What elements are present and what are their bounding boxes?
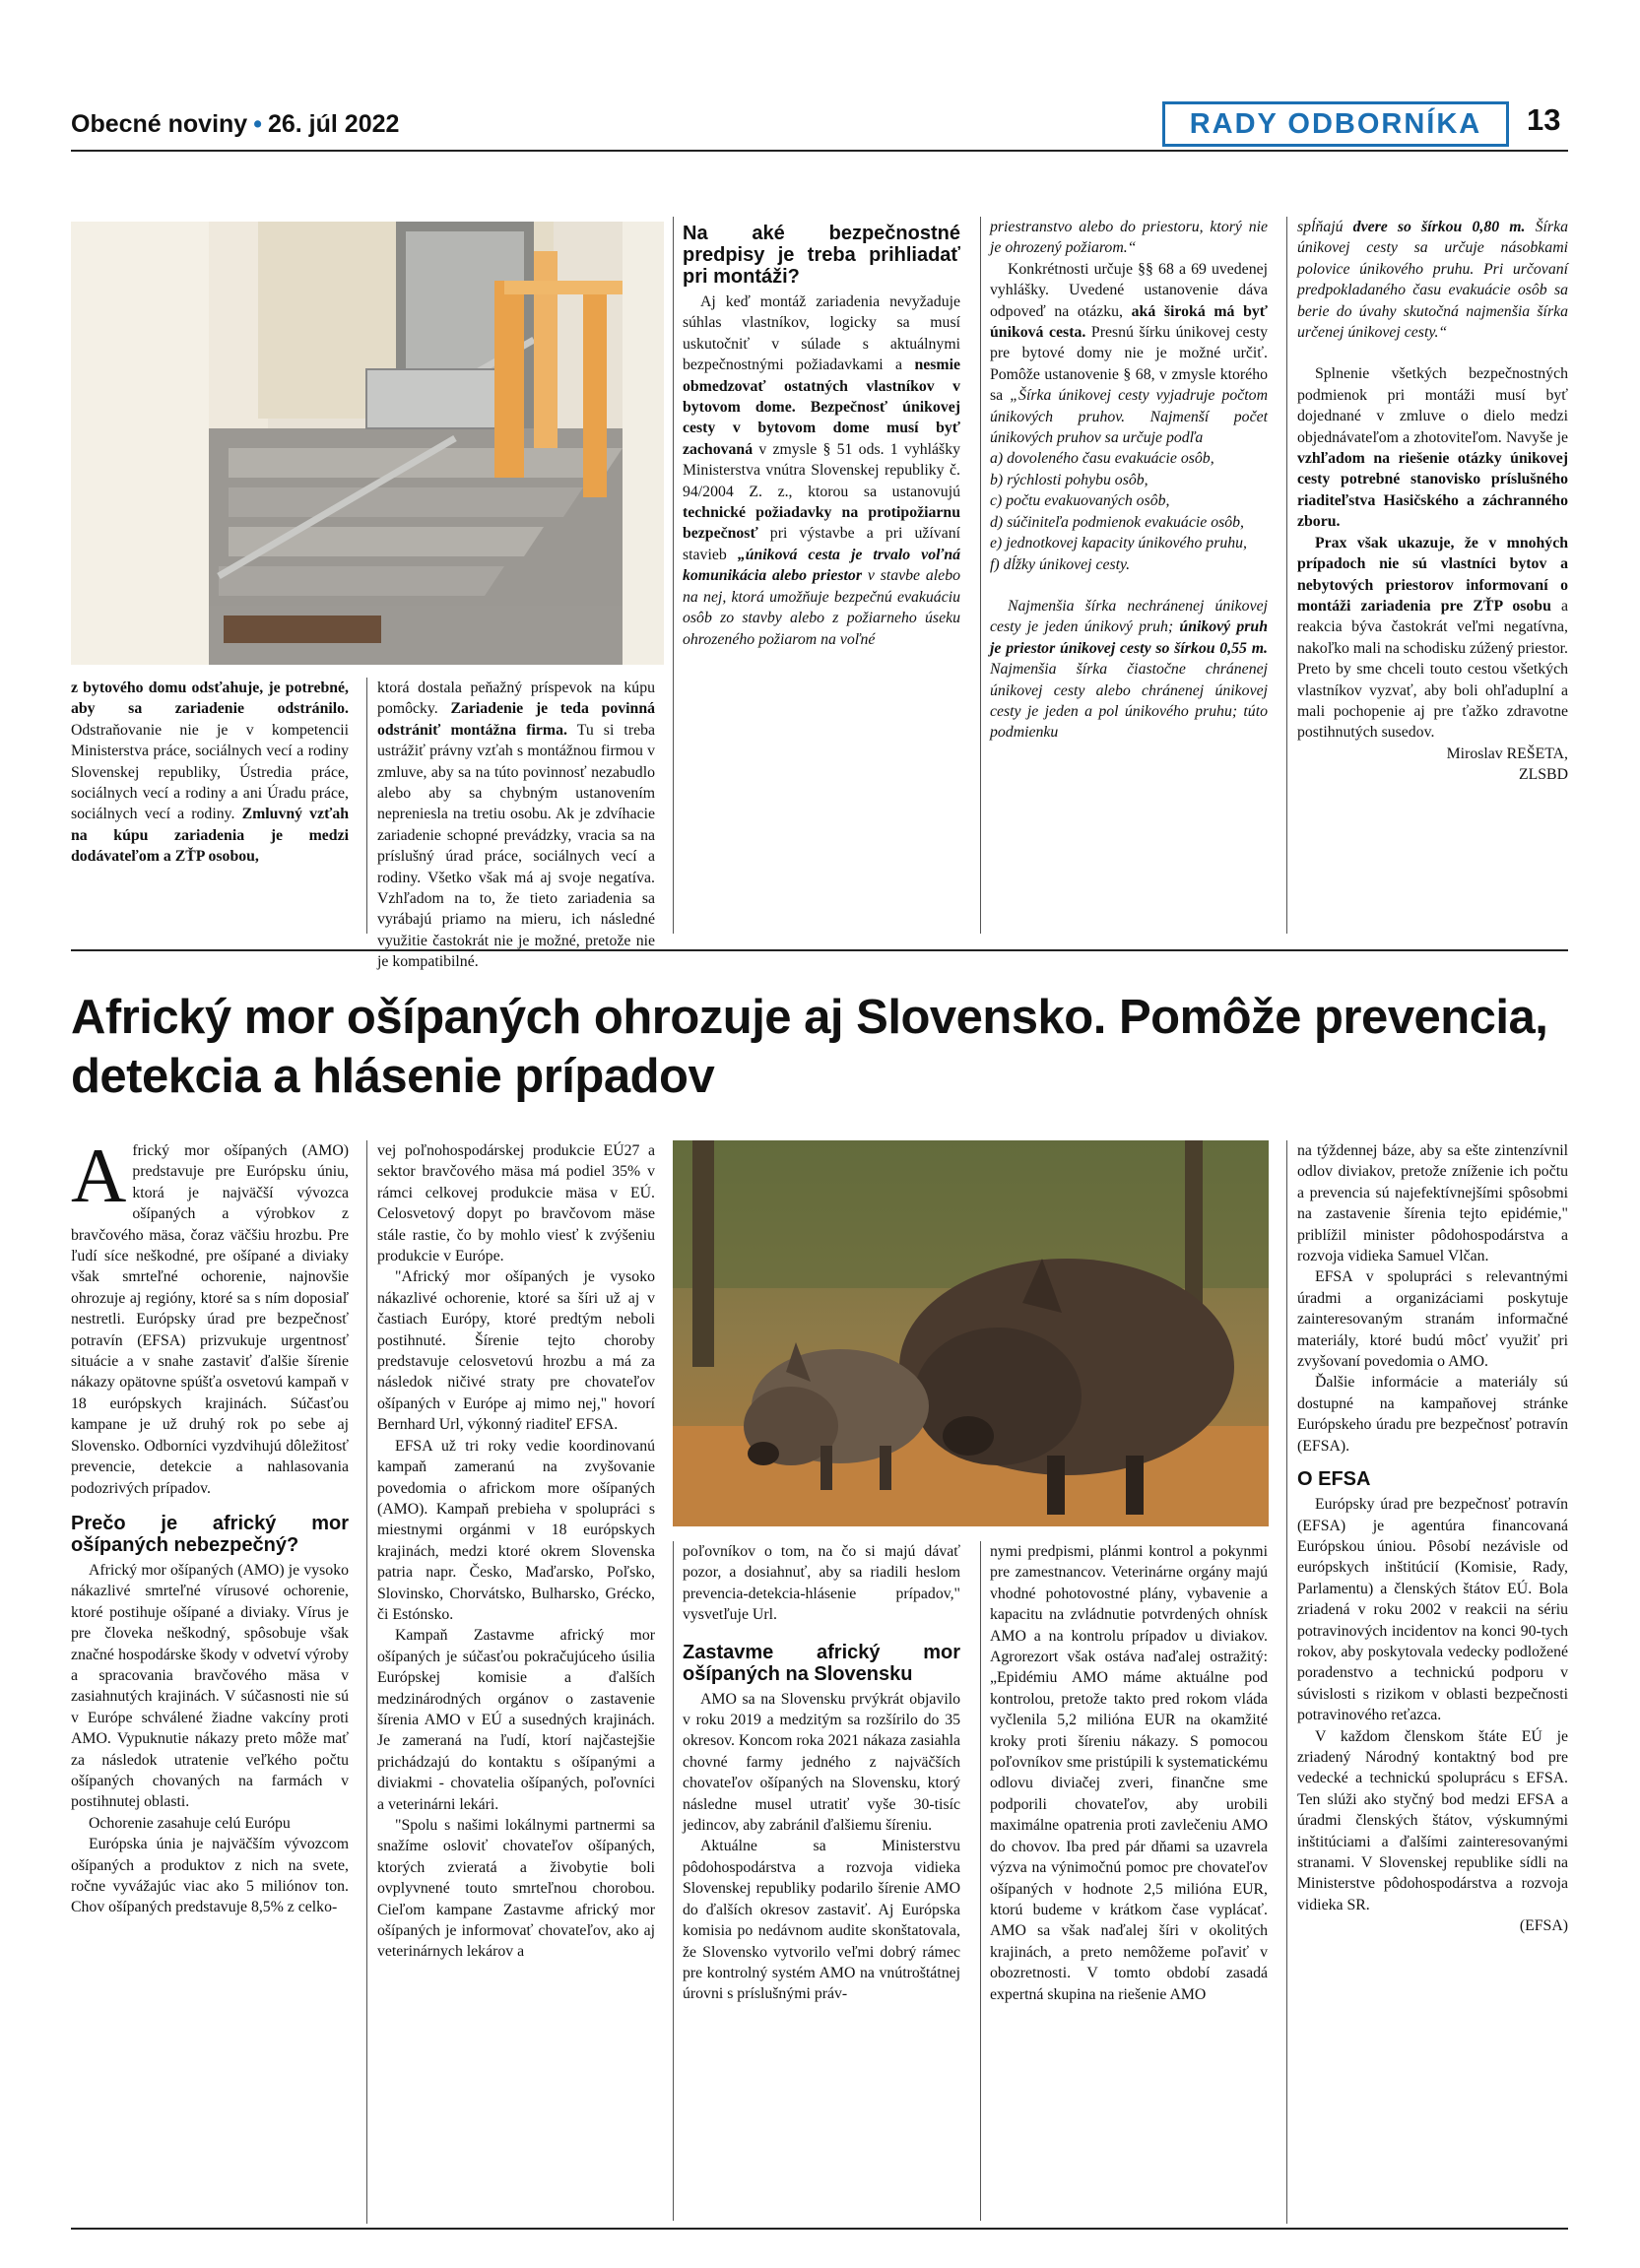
wild-boar-photo [673, 1140, 1269, 1526]
main-article-column-2 [377, 1140, 655, 1963]
subheading: O EFSA [1297, 1468, 1371, 1491]
article-headline: Africký mor ošípaných ohrozuje aj Slovensko. Pomôže prevencia, detekcia a hlásenie prípadov [71, 991, 1548, 1103]
text-bold: z bytového domu odsťahuje, je potrebné, aby sa zariadenie odstránilo. [71, 680, 349, 718]
newspaper-name: Obecné noviny [71, 110, 248, 138]
paragraph: AMO sa na Slovensku prvýkrát objavilo v roku 2019 a medzitým sa rozšírilo do 35 okresov. Koncom roka 2021 nákaza zasiahla chovné farmy jedného z najväčších chovateľov ošípaných na Slovensku, ktorý následne musel utratiť vyše 30-tisíc jedincov, aby zabránil ďalšiemu šíreniu. [683, 1690, 960, 1835]
column-rule [673, 1541, 674, 2221]
paragraph: "Africký mor ošípaných je vysoko nákazlivé ochorenie, ktoré sa šíri už aj v častiach Európy, ktoré predtým neboli postihnuté. Šírenie tejto choroby predstavuje celosvetovú hrozbu a má za následok ničivé straty pre chovateľov ošípaných v Európe aj mimo nej," hovorí Bernhard Url, výkonný riaditeľ EFSA. [377, 1268, 655, 1434]
column-rule [1286, 1140, 1287, 2224]
main-article-column-1 [71, 1133, 349, 1918]
paragraph: EFSA v spolupráci s relevantnými úradmi a organizáciami poskytuje zainteresovaným stranám informačné materiály, ktoré budú môcť využiť pri zvyšovaní povedomia o AMO. [1297, 1268, 1568, 1371]
list-item: d) súčiniteľa podmienok evakuácie osôb, [990, 513, 1244, 531]
section-label: RADY ODBORNÍKA [1162, 101, 1509, 147]
text-italic: priestranstvo alebo do priestoru, ktorý nie je ohrozený požiarom.“ [990, 219, 1268, 257]
column-rule [366, 678, 367, 934]
main-article-column-4 [990, 1541, 1268, 2005]
paragraph: poľovníkov o tom, na čo si majú dávať pozor, a dosiahnuť, aby sa riadili heslom prevencia-detekcia-hlásenie prípadov," vysvetľuje Url. [683, 1543, 960, 1624]
stairlift-illustration [71, 222, 664, 665]
author-organization: ZLSBD [1518, 766, 1568, 784]
paragraph: Aktuálne sa Ministerstvu pôdohospodárstva a rozvoja vidieka Slovenskej republiky podarilo šírenie AMO do ďalších okresov zastaviť. Aj Európska komisia po nedávnom audite skonštatovala, že Slovensko vytvorilo veľmi dobrý rámec pre kontrolný systém AMO na vnútroštátnej úrovni s príslušnými práv- [683, 1838, 960, 2003]
text: v zmysle § 51 ods. 1 vyhlášky Ministerstva vnútra Slovenskej republiky č. 94/2004 Z. z., ktorou sa ustanovujú [683, 440, 960, 500]
drop-cap: A [71, 1133, 127, 1218]
paragraph: "Spolu s našimi lokálnymi partnermi sa snažíme osloviť chovateľov ošípaných, ktorých zvieratá a živobytie boli ovplyvnené touto smrteľnou chorobou. Cieľom kampane Zastavme africký mor ošípaných je informovať chovateľov, ako aj veterinárnych lekárov a [377, 1817, 655, 1961]
text-italic: Najmenšia šírka čiastočne chránenej únikovej cesty alebo chránenej únikovej cesty je jeden a pol únikového pruhu; túto podmienku [990, 661, 1268, 742]
text: a reakcia býva častokrát veľmi negatívna, nakoľko mali na schodisku zúžený priestor. Preto by sme chceli touto cestou všetkých vlastníkov vyzvať, aby boli ohľaduplní a mali pochopenie aj pre ťažko zdravotne postihnutých susedov. [1297, 597, 1568, 742]
text-bold: Prax však ukazuje, že v mnohých prípadoch nie sú vlastníci bytov a nebytových priestorov informovaní o montáži zariadenia pre ZŤP osobu [1297, 534, 1568, 615]
text: Presnú šírku únikovej cesty pre bytové domy nie je možné určiť. Pomôže ustanovenie § 68, v zmysle ktorého sa [990, 324, 1269, 405]
text: frický mor ošípaných (AMO) predstavuje pre Európsku úniu, ktorá je najväčší vývozca ošípaných a výrobkov z bravčového mäsa, čoraz väčšiu hrozbu. Pre ľudí síce neškodné, pre ošípané a diviaky však smrteľné ochorenie, najnovšie ohrozuje aj regióny, ktoré sa s ním doposiaľ nestretli. Európsky úrad pre bezpečnosť potravín (EFSA) prizvukuje urgentnosť situácie a v snahe zastaviť ďalšie šírenie nákazy opätovne spúšťa osvetovú kampaň v 18 európskych krajinách. Súčasťou kampane je už druhý rok po sebe aj Slovensko. Odborníci vyzdvihujú dôležitosť prevencie, detekcie a nahlasovania podozrivých prípadov. [71, 1142, 349, 1497]
text: Odstraňovanie nie je v kompetencii Ministerstva práce, sociálnych vecí a rodiny Slovenskej republiky, Ústredia práce, sociálnych vecí a rodiny a ani Úradu práce, sociálnych vecí a rodiny. [71, 721, 349, 823]
column-rule [980, 217, 981, 934]
header-rule [71, 150, 1568, 152]
text: Tu si treba ustrážiť právny vzťah s montážnou firmou v zmluve, aby sa na túto povinnosť nezabudlo alebo aby sa chybným ustanovením nepreniesla na tretiu osobu. Ak je zdvíhacie zariadenie schopné prevádzky, vracia sa na príslušný úrad práce, sociálnych vecí a rodiny. Všetko však má aj svoje negatíva. Vzhľadom na to, že tieto zariadenia sa vyrábajú priamo na mieru, ich následné využitie častokrát nie je možné, pretože nie je kompatibilné. [377, 721, 655, 971]
masthead [71, 110, 399, 139]
paragraph: vej poľnohospodárskej produkcie EÚ27 a sektor bravčového mäsa má podiel 35% v rámci celkovej produkcie mäsa v EÚ. Celosvetový dopyt po bravčovom mäse stále rastie, čo by mohlo viesť k zvýšeniu produkcie v Európe. [377, 1142, 655, 1265]
column-rule [673, 217, 674, 934]
column-rule [980, 1541, 981, 2221]
top-article-column-1 [71, 678, 349, 868]
main-article-column-3 [683, 1541, 960, 2005]
text-bold-italic: únikový pruh je priestor únikovej cesty so šírkou 0,55 m. [990, 618, 1268, 657]
subheading: Zastavme africký mor ošípaných na Slovensku [683, 1641, 960, 1685]
text: ktorá dostala peňažný príspevok na kúpu pomôcky. [377, 680, 655, 718]
top-article-column-3 [683, 217, 960, 650]
paragraph: Ďalšie informácie a materiály sú dostupné na kampaňovej stránke Európskeho úradu pre bezpečnosť potravín (EFSA). [1297, 1374, 1568, 1455]
list-item: b) rýchlosti pohybu osôb, [990, 471, 1148, 488]
text-bold-italic: dvere so šírkou 0,80 m. [1352, 219, 1526, 235]
text: pri výstavbe a pri užívaní stavieb [683, 525, 960, 563]
subheading: Prečo je africký mor ošípaných nebezpečný? [71, 1512, 349, 1556]
column-rule [366, 1140, 367, 2224]
bottom-rule [71, 2228, 1568, 2230]
issue-date: 26. júl 2022 [267, 110, 400, 138]
top-article-column-5 [1297, 217, 1568, 786]
text-italic: v stavbe alebo na nej, ktorá umožňuje bezpečnú evakuáciu osôb zo stavby alebo z požiarneho úseku ohrozeného požiarom na voľné [683, 567, 960, 648]
paragraph: nymi predpismi, plánmi kontrol a pokynmi pre zamestnancov. Veterinárne orgány majú vhodné pohotovostné plány, vybavenie a kapacitu na zvládnutie potvrdených ohnísk AMO a na kontrolu prípadov u diviakov. Agrorezort však ostáva naďalej ostražitý: „Epidémiu AMO máme aktuálne pod kontrolou, pretože takto pred rokom vláda vyčlenila 5,2 milióna EUR na okamžité kroky proti šíreniu nákazy. S pomocou poľovníkov sme pristúpili k systematickému odlovu diviačej zveri, finančne sme podporili chovateľov, aby urobili maximálne opatrenia proti zavlečeniu AMO do chovov. Iba pred pár dňami sa uzavrela výzva na výnimočnú pomoc pre chovateľov ošípaných v hodnote 2,5 milióna EUR, ktorú budeme v krátkom čase vyplácať. AMO sa však naďalej šíri v okolitých krajinách, a preto nemôžeme poľaviť v obozretnosti. V tomto období zasadá expertná skupina na riešenie AMO [990, 1543, 1268, 2003]
main-article-column-5 [1297, 1140, 1568, 1937]
text-bold: Zariadenie je teda povinná odstrániť montážna firma. [377, 700, 656, 739]
separator-dot: • [253, 110, 262, 138]
text-italic: „Šírka únikovej cesty vyjadruje počtom únikových pruhov. Najmenší počet únikových pruhov sa určuje podľa [990, 387, 1268, 447]
paragraph: Európsky úrad pre bezpečnosť potravín (EFSA) je agentúra financovaná Európskou úniou. Pôsobí nezávisle od európskych inštitúcií (Komisie, Rady, Parlamentu) a členských štátov EÚ. Bola zriadená v roku 2002 v reakcii na sériu potravinových incidentov na konci 90-tych rokov, aby poskytovala vedecky podložené poradenstvo a technickú podporu v súvislosti s rizikom v oblasti bezpečnosti potravinového reťazca. [1297, 1496, 1568, 1724]
text-bold: aká široká má byť úniková cesta. [990, 302, 1268, 342]
source-credit: (EFSA) [1519, 1917, 1568, 1935]
wild-boar-illustration [673, 1140, 1269, 1526]
top-article-column-4 [990, 217, 1268, 744]
text: Konkrétnosti určuje §§ 68 a 69 uvedenej vyhlášky. Uvedené ustanovenie dáva odpoveď na otázku, [990, 260, 1268, 320]
paragraph: Ochorenie zasahuje celú Európu [89, 1814, 291, 1832]
column-rule [1286, 217, 1287, 934]
list-item: f) dĺžky únikovej cesty. [990, 555, 1131, 573]
page-number: 13 [1527, 102, 1561, 137]
text-bold: technické požiadavky na protipožiarnu bezpečnosť [683, 504, 960, 543]
paragraph: na týždennej báze, aby sa ešte zintenzívnil odlov diviakov, pretože zníženie ich počtu a prevencia sú najefektívnejšími spôsobmi na zastavenie šírenia tejto epidémie," priblížil minister pôdohospodárstva a rozvoja vidieka Samuel Vlčan. [1297, 1142, 1568, 1265]
text-italic: spĺňajú [1297, 219, 1344, 235]
list-item: c) počtu evakuovaných osôb, [990, 492, 1170, 510]
text-bold: nesmie obmedzovať ostatných vlastníkov v bytovom dome. Bezpečnosť únikovej cesty v bytovom dome musí byť zachovaná [683, 356, 960, 458]
text-bold: vzhľadom na riešenie otázky únikovej cesty potrebné stanovisko príslušného riaditeľstva Hasičského a záchranného zboru. [1297, 450, 1568, 531]
text-italic: Šírka únikovej cesty sa určuje násobkami polovice únikového pruhu. Pri určovaní predpokladaného času evakuácie osôb sa berie do úvahy skutočná najmenšia šírka určenej únikovej cesty.“ [1297, 219, 1568, 342]
text: Splnenie všetkých bezpečnostných podmienok pri montáži musí byť dojednané v zmluve o dielo medzi objednávateľom a zhotoviteľom. Navyše je [1297, 365, 1568, 446]
paragraph: Africký mor ošípaných (AMO) je vysoko nákazlivé smrteľné vírusové ochorenie, ktoré postihuje ošípané a diviaky. Vírus je pre človeka neškodný, spôsobuje však značné hospodárske škody v odvetví výroby a spracovania bravčového mäsa v zasiahnutých krajinách. V súčasnosti nie sú v Európe schválené žiadne vakcíny proti AMO. Vypuknutie nákazy preto môže mať za následok utratenie veľkého počtu ošípaných chovaných na farmách v postihnutej oblasti. [71, 1561, 349, 1811]
author-name: Miroslav REŠETA, [1446, 745, 1568, 762]
article-separator [71, 949, 1568, 951]
stairlift-photo [71, 222, 664, 665]
paragraph: EFSA už tri roky vedie koordinovanú kampaň zameranú na zvyšovanie povedomia o africkom more ošípaných (AMO). Kampaň prebieha v spolupráci s miestnymi orgánmi v 18 európskych krajinách, medzi ktoré okrem Slovenska patria napr. Česko, Maďarsko, Poľsko, Slovinsko, Chorvátsko, Bulharsko, Grécko, či Estónsko. [377, 1437, 655, 1623]
list-item: a) dovoleného času evakuácie osôb, [990, 450, 1214, 468]
list-item: e) jednotkovej kapacity únikového pruhu, [990, 535, 1247, 552]
subheading: Na aké bezpečnostné predpisy je treba prihliadať pri montáži? [683, 223, 960, 288]
top-article-column-2 [377, 678, 655, 973]
text-bold-italic: „úniková cesta je trvalo voľná komunikácia alebo priestor [683, 546, 961, 585]
text-italic: Najmenšia šírka nechránenej únikovej cesty je jeden únikový pruh; [990, 597, 1268, 636]
paragraph: Európska únia je najväčším vývozcom ošípaných a produktov z nich na svete, ročne vyvážajúc viac ako 5 miliónov ton. Chov ošípaných predstavuje 8,5% z celko- [71, 1836, 349, 1916]
paragraph: Kampaň Zastavme africký mor ošípaných je súčasťou pokračujúceho úsilia Európskej komisie a ďalších medzinárodných orgánov o zastavenie šírenia AMO v EÚ a susedných krajinách. Je zameraná na ľudí, ktorí najčastejšie prichádzajú do kontaktu s ošípanými a diviakmi - chovatelia ošípaných, poľovníci a veterinárni lekári. [377, 1627, 655, 1813]
text: Aj keď montáž zariadenia nevyžaduje súhlas vlastníkov, logicky sa musí uskutočniť v súlade s aktuálnymi bezpečnostnými požiadavkami a [683, 293, 960, 374]
paragraph: V každom členskom štáte EÚ je zriadený Národný kontaktný bod pre vedecké a technickú spoluprácu s EFSA. Ten slúži ako styčný bod medzi EFSA a úradmi členských štátov, výskumnými inštitúciami a ďalšími zainteresovanými stranami. V Slovenskej republike sídli na Ministerstve pôdohospodárstva a rozvoja vidieka SR. [1297, 1727, 1568, 1913]
text-bold: Zmluvný vzťah na kúpu zariadenia je medzi dodávateľom a ZŤP osobou, [71, 806, 350, 866]
